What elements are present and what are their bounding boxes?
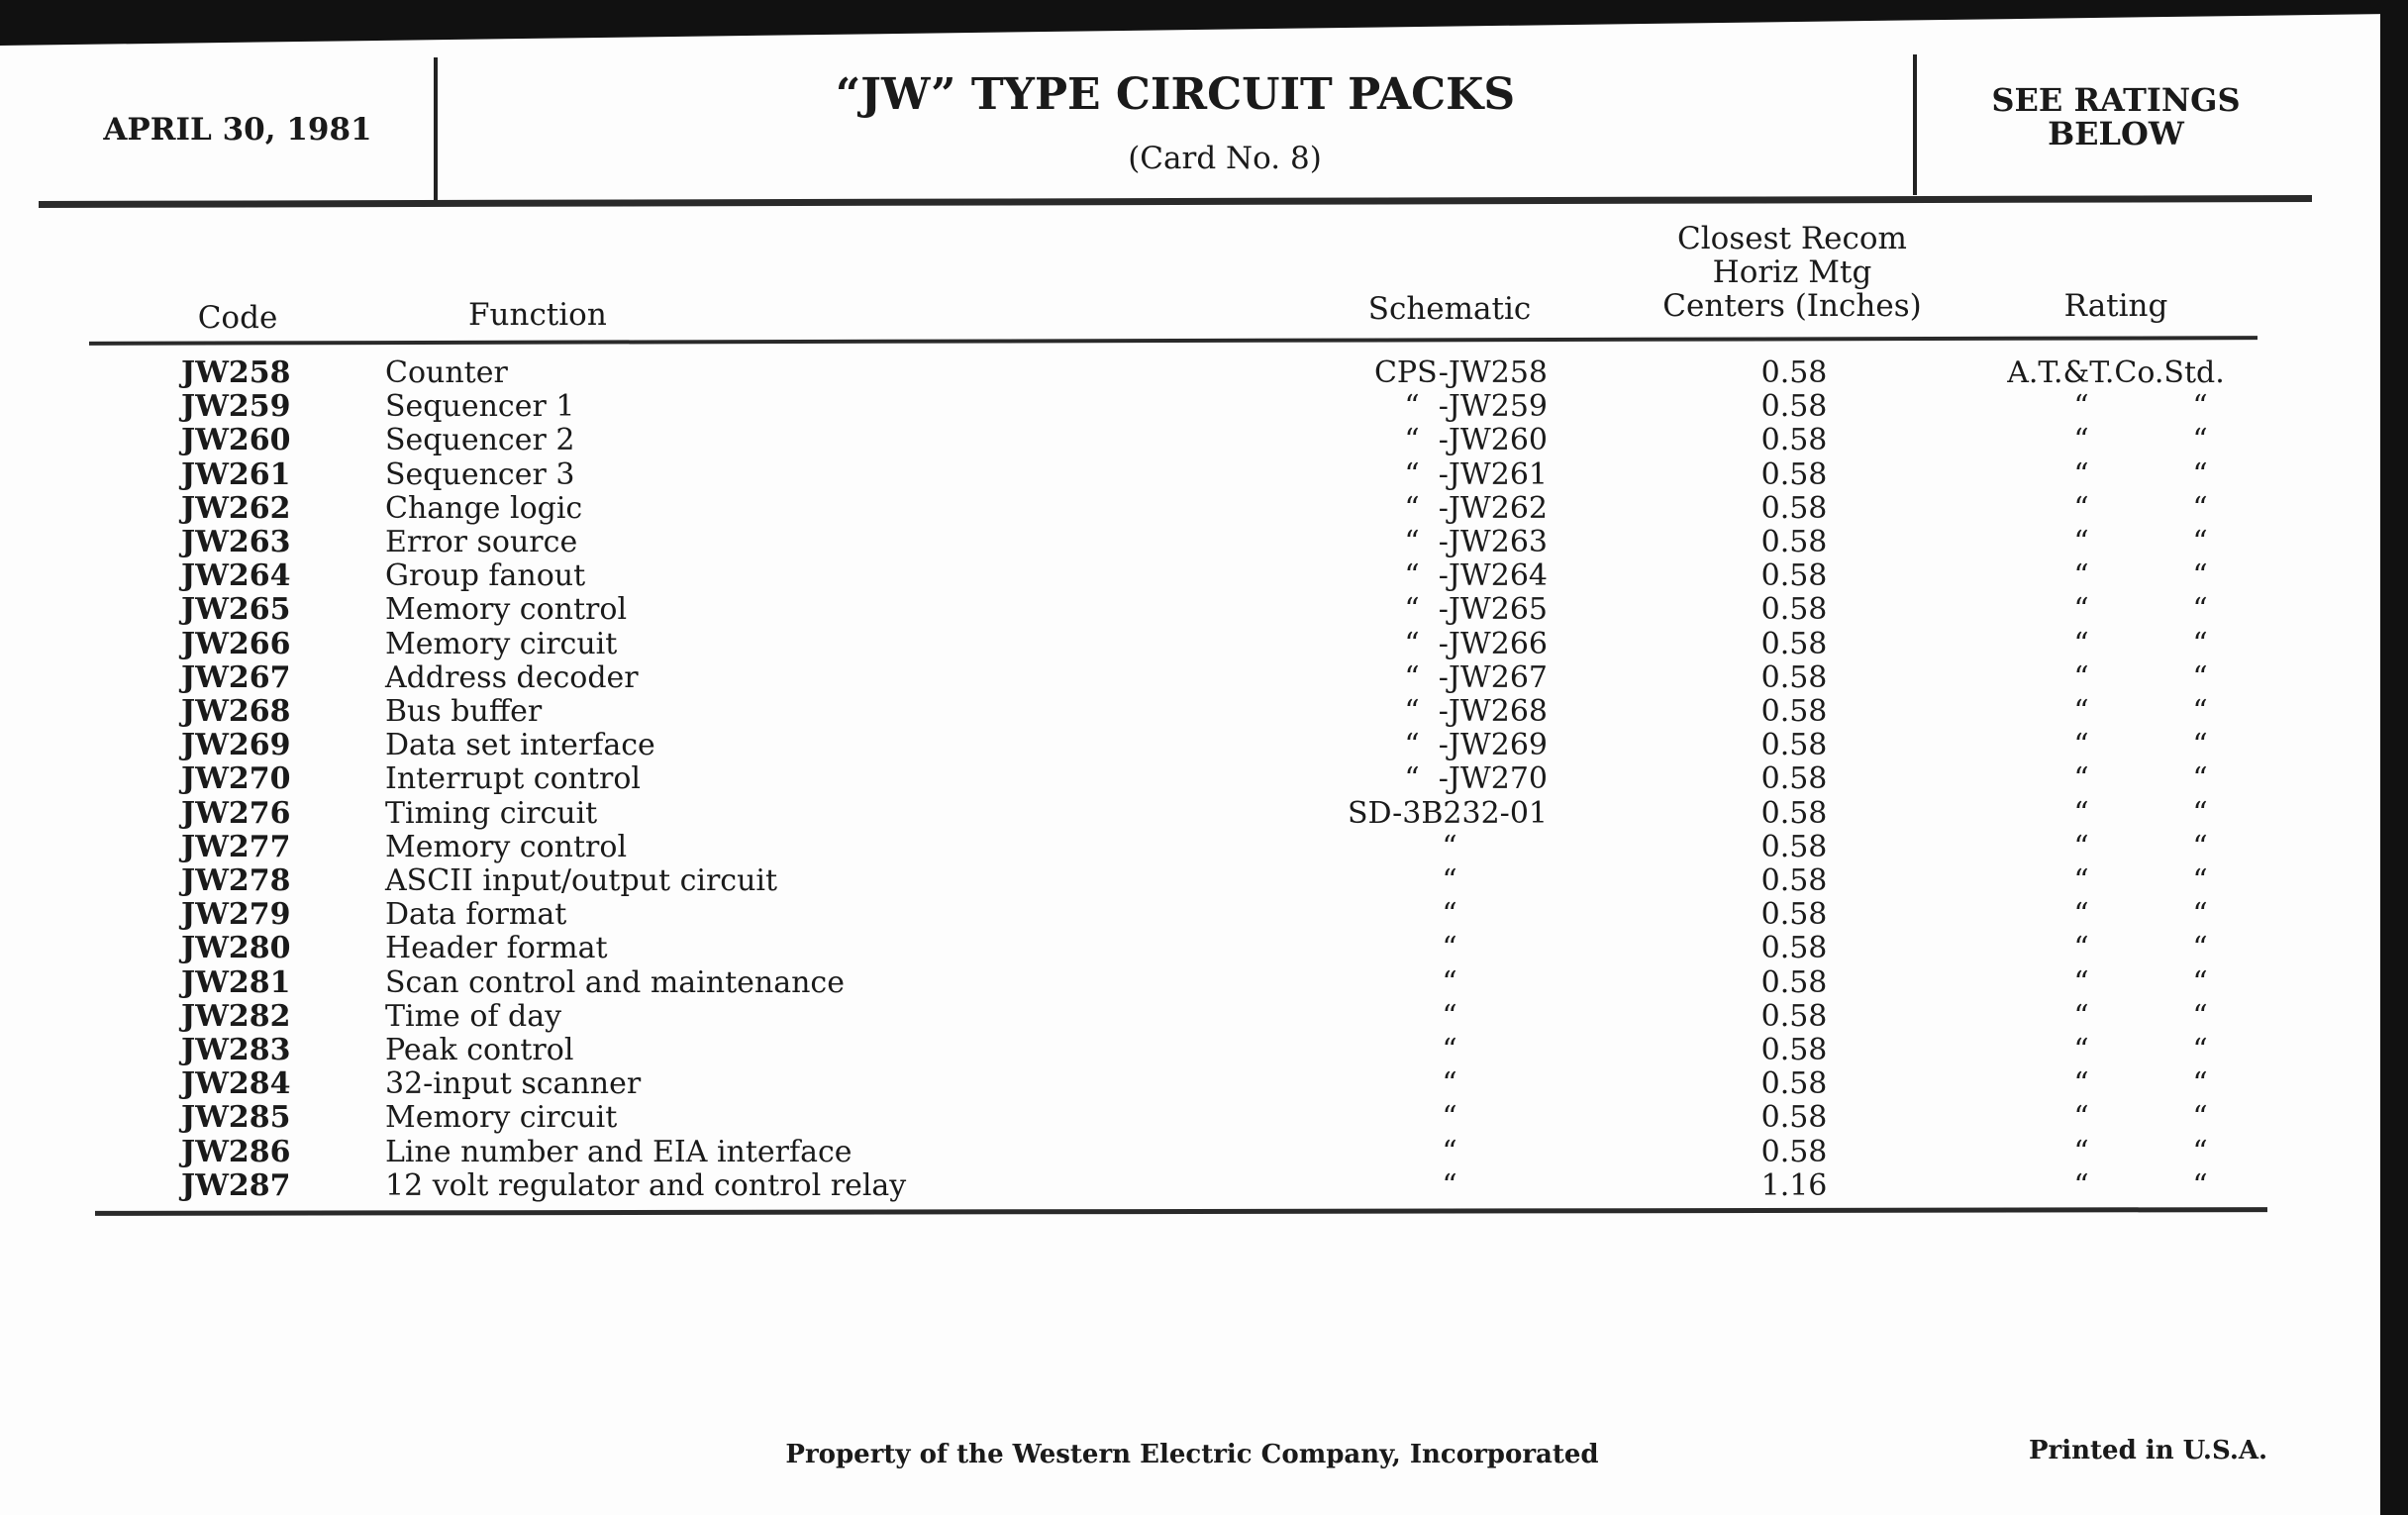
row-centers: 0.58 (1760, 592, 1828, 628)
row-centers: 0.58 (1760, 931, 1828, 966)
row-centers: 1.16 (1760, 1167, 1828, 1203)
row-code: JW286 (181, 1134, 291, 1169)
row-rating-ditto: “ (2073, 456, 2089, 492)
row-rating-ditto: “ (2192, 525, 2208, 559)
column-header-rating: Rating (2063, 288, 2168, 324)
table-bottom-rule (95, 1207, 2267, 1216)
row-rating-ditto: “ (2073, 659, 2089, 695)
row-code: JW278 (181, 863, 291, 898)
row-centers: 0.58 (1760, 456, 1828, 492)
table-row (0, 526, 2408, 559)
row-centers: 0.58 (1760, 998, 1828, 1034)
row-schematic: “ (1442, 998, 1457, 1034)
ratings-note-line2: BELOW (2048, 115, 2184, 152)
row-rating-ditto: “ (2192, 897, 2208, 933)
row-code: JW281 (181, 964, 291, 1000)
row-code: JW276 (181, 795, 291, 831)
row-rating-ditto: “ (2192, 1134, 2208, 1169)
row-code: JW266 (181, 626, 291, 661)
row-function: Time of day (385, 998, 562, 1034)
row-schematic: CPS-JW258 (1373, 355, 1548, 390)
row-schematic: “ -JW270 (1404, 761, 1548, 797)
table-row (0, 559, 2408, 593)
row-schematic: “ -JW269 (1404, 728, 1548, 763)
row-rating-ditto: “ (2192, 1066, 2208, 1102)
row-function: Interrupt control (385, 761, 642, 797)
row-rating-ditto: “ (2192, 964, 2208, 1000)
row-function: Scan control and maintenance (385, 964, 845, 1000)
row-rating-ditto: “ (2192, 456, 2208, 492)
row-schematic: “ (1442, 1134, 1457, 1169)
row-schematic: “ (1442, 1066, 1457, 1102)
row-centers: 0.58 (1760, 355, 1828, 390)
row-rating-ditto: “ (2073, 1100, 2089, 1136)
row-rating-ditto: “ (2073, 761, 2089, 797)
table-row (0, 932, 2408, 965)
row-rating-ditto: “ (2073, 897, 2089, 933)
table-row (0, 864, 2408, 898)
row-schematic: “ (1442, 863, 1457, 898)
row-code: JW262 (181, 490, 291, 526)
row-centers: 0.58 (1760, 795, 1828, 831)
row-rating-ditto: “ (2073, 389, 2089, 425)
row-rating-ditto: “ (2192, 389, 2208, 425)
table-row (0, 695, 2408, 729)
row-function: Data set interface (385, 728, 655, 763)
row-function: Line number and EIA interface (385, 1134, 853, 1169)
row-rating-ditto: “ (2192, 423, 2208, 458)
row-schematic: “ -JW264 (1404, 558, 1548, 594)
row-code: JW259 (181, 389, 291, 425)
scan-border-top (0, 0, 2408, 46)
row-rating-ditto: “ (2192, 728, 2208, 763)
row-centers: 0.58 (1760, 761, 1828, 797)
row-code: JW268 (181, 694, 291, 729)
row-rating-ditto: “ (2073, 1066, 2089, 1102)
row-rating-ditto: “ (2073, 626, 2089, 661)
row-code: JW264 (181, 558, 291, 594)
row-schematic: “ (1442, 1167, 1457, 1203)
row-schematic: “ (1442, 964, 1457, 1000)
row-function: Memory circuit (385, 626, 618, 661)
table-row (0, 966, 2408, 1000)
row-rating-ditto: “ (2192, 659, 2208, 695)
table-row (0, 1169, 2408, 1203)
row-function: Memory control (385, 829, 628, 864)
row-rating-ditto: “ (2073, 728, 2089, 763)
row-schematic: “ (1442, 1100, 1457, 1136)
row-schematic: “ (1442, 931, 1457, 966)
row-centers: 0.58 (1760, 694, 1828, 729)
table-row (0, 458, 2408, 492)
table-row (0, 356, 2408, 390)
table-row (0, 390, 2408, 424)
row-rating-ditto: “ (2192, 1033, 2208, 1067)
column-header-schematic: Schematic (1367, 291, 1532, 327)
row-schematic: “ (1442, 897, 1457, 933)
row-rating-ditto: “ (2192, 592, 2208, 628)
row-code: JW269 (181, 728, 291, 763)
row-function: Timing circuit (385, 795, 598, 831)
table-row (0, 797, 2408, 831)
column-header-rule (89, 336, 2258, 346)
row-rating: A.T.&T.Co.Std. (2007, 355, 2225, 390)
row-function: Sequencer 3 (385, 456, 575, 492)
column-header-centers (1662, 222, 1921, 323)
row-code: JW283 (181, 1033, 291, 1067)
row-function: Group fanout (385, 558, 586, 594)
row-rating-ditto: “ (2073, 423, 2089, 458)
row-rating-ditto: “ (2073, 998, 2089, 1034)
row-function: Memory circuit (385, 1100, 618, 1136)
table-row (0, 729, 2408, 762)
table-row (0, 1034, 2408, 1067)
row-centers: 0.58 (1760, 1134, 1828, 1169)
row-centers: 0.58 (1760, 964, 1828, 1000)
row-rating-ditto: “ (2192, 626, 2208, 661)
table-row (0, 1136, 2408, 1169)
header-rule (39, 195, 2312, 208)
table-row (0, 898, 2408, 932)
row-rating-ditto: “ (2192, 1167, 2208, 1203)
row-code: JW282 (181, 998, 291, 1034)
row-schematic: “ -JW260 (1404, 423, 1548, 458)
row-centers: 0.58 (1760, 626, 1828, 661)
row-schematic: “ -JW262 (1404, 490, 1548, 526)
row-code: JW265 (181, 592, 291, 628)
centers-header-line1: Closest Recom (1677, 221, 1907, 256)
ratings-note-line1: SEE RATINGS (1991, 81, 2241, 119)
row-code: JW277 (181, 829, 291, 864)
row-rating-ditto: “ (2192, 694, 2208, 729)
table-row (0, 661, 2408, 695)
header-divider-right (1913, 54, 1917, 195)
row-schematic: SD-3B232-01 (1347, 795, 1548, 831)
row-schematic: “ -JW268 (1404, 694, 1548, 729)
row-centers: 0.58 (1760, 1100, 1828, 1136)
row-centers: 0.58 (1760, 525, 1828, 559)
row-centers: 0.58 (1760, 728, 1828, 763)
column-header-function: Function (468, 297, 607, 333)
row-rating-ditto: “ (2192, 558, 2208, 594)
row-schematic: “ (1442, 1033, 1457, 1067)
row-rating-ditto: “ (2192, 795, 2208, 831)
row-code: JW261 (181, 456, 291, 492)
row-rating-ditto: “ (2073, 558, 2089, 594)
row-function: Sequencer 1 (385, 389, 575, 425)
row-rating-ditto: “ (2073, 1167, 2089, 1203)
row-function: 12 volt regulator and control relay (385, 1167, 907, 1203)
row-code: JW285 (181, 1100, 291, 1136)
row-code: JW263 (181, 525, 291, 559)
card-title: “JW” TYPE CIRCUIT PACKS (835, 69, 1516, 120)
footer-property: Property of the Western Electric Company, Incorporated (785, 1440, 1599, 1469)
row-rating-ditto: “ (2073, 490, 2089, 526)
row-function: ASCII input/output circuit (385, 863, 778, 898)
row-function: Bus buffer (385, 694, 543, 729)
row-code: JW284 (181, 1066, 291, 1102)
table-row (0, 628, 2408, 661)
column-header-code: Code (197, 300, 278, 336)
row-function: Change logic (385, 490, 583, 526)
row-centers: 0.58 (1760, 659, 1828, 695)
row-rating-ditto: “ (2073, 795, 2089, 831)
card-subtitle: (Card No. 8) (1128, 141, 1322, 176)
row-function: Counter (385, 355, 508, 390)
row-code: JW279 (181, 897, 291, 933)
table-row (0, 762, 2408, 796)
row-schematic: “ -JW261 (1404, 456, 1548, 492)
row-rating-ditto: “ (2073, 1134, 2089, 1169)
row-rating-ditto: “ (2073, 592, 2089, 628)
row-centers: 0.58 (1760, 863, 1828, 898)
row-rating-ditto: “ (2192, 863, 2208, 898)
row-code: JW267 (181, 659, 291, 695)
row-schematic: “ -JW259 (1404, 389, 1548, 425)
row-centers: 0.58 (1760, 1033, 1828, 1067)
row-rating-ditto: “ (2192, 829, 2208, 864)
footer-printed: Printed in U.S.A. (2029, 1436, 2268, 1465)
row-code: JW270 (181, 761, 291, 797)
row-function: 32-input scanner (385, 1066, 642, 1102)
row-rating-ditto: “ (2192, 1100, 2208, 1136)
row-code: JW287 (181, 1167, 291, 1203)
header-divider-left (434, 57, 438, 202)
row-rating-ditto: “ (2073, 931, 2089, 966)
row-function: Memory control (385, 592, 628, 628)
row-schematic: “ -JW265 (1404, 592, 1548, 628)
row-rating-ditto: “ (2073, 694, 2089, 729)
centers-header-line2: Horiz Mtg (1712, 254, 1872, 290)
row-rating-ditto: “ (2192, 998, 2208, 1034)
row-centers: 0.58 (1760, 829, 1828, 864)
row-code: JW280 (181, 931, 291, 966)
row-centers: 0.58 (1760, 558, 1828, 594)
row-centers: 0.58 (1760, 389, 1828, 425)
ratings-note (1991, 83, 2240, 151)
row-function: Sequencer 2 (385, 423, 575, 458)
row-rating-ditto: “ (2192, 490, 2208, 526)
card-date: APRIL 30, 1981 (103, 112, 372, 148)
row-schematic: “ -JW266 (1404, 626, 1548, 661)
row-rating-ditto: “ (2192, 761, 2208, 797)
centers-header-line3: Centers (Inches) (1662, 288, 1922, 324)
table-row (0, 593, 2408, 627)
row-function: Data format (385, 897, 567, 933)
row-centers: 0.58 (1760, 490, 1828, 526)
table-row (0, 831, 2408, 864)
row-schematic: “ -JW263 (1404, 525, 1548, 559)
row-schematic: “ (1442, 829, 1457, 864)
row-rating-ditto: “ (2073, 525, 2089, 559)
row-rating-ditto: “ (2192, 931, 2208, 966)
table-row (0, 1000, 2408, 1034)
row-function: Address decoder (385, 659, 639, 695)
row-function: Header format (385, 931, 608, 966)
row-code: JW260 (181, 423, 291, 458)
row-centers: 0.58 (1760, 897, 1828, 933)
table-row (0, 1101, 2408, 1135)
table-row (0, 1067, 2408, 1101)
row-code: JW258 (181, 355, 291, 390)
row-function: Error source (385, 525, 578, 559)
row-centers: 0.58 (1760, 423, 1828, 458)
table-row (0, 492, 2408, 526)
row-centers: 0.58 (1760, 1066, 1828, 1102)
row-rating-ditto: “ (2073, 964, 2089, 1000)
row-function: Peak control (385, 1033, 574, 1067)
table-row (0, 424, 2408, 457)
row-rating-ditto: “ (2073, 863, 2089, 898)
row-schematic: “ -JW267 (1404, 659, 1548, 695)
row-rating-ditto: “ (2073, 1033, 2089, 1067)
row-rating-ditto: “ (2073, 829, 2089, 864)
